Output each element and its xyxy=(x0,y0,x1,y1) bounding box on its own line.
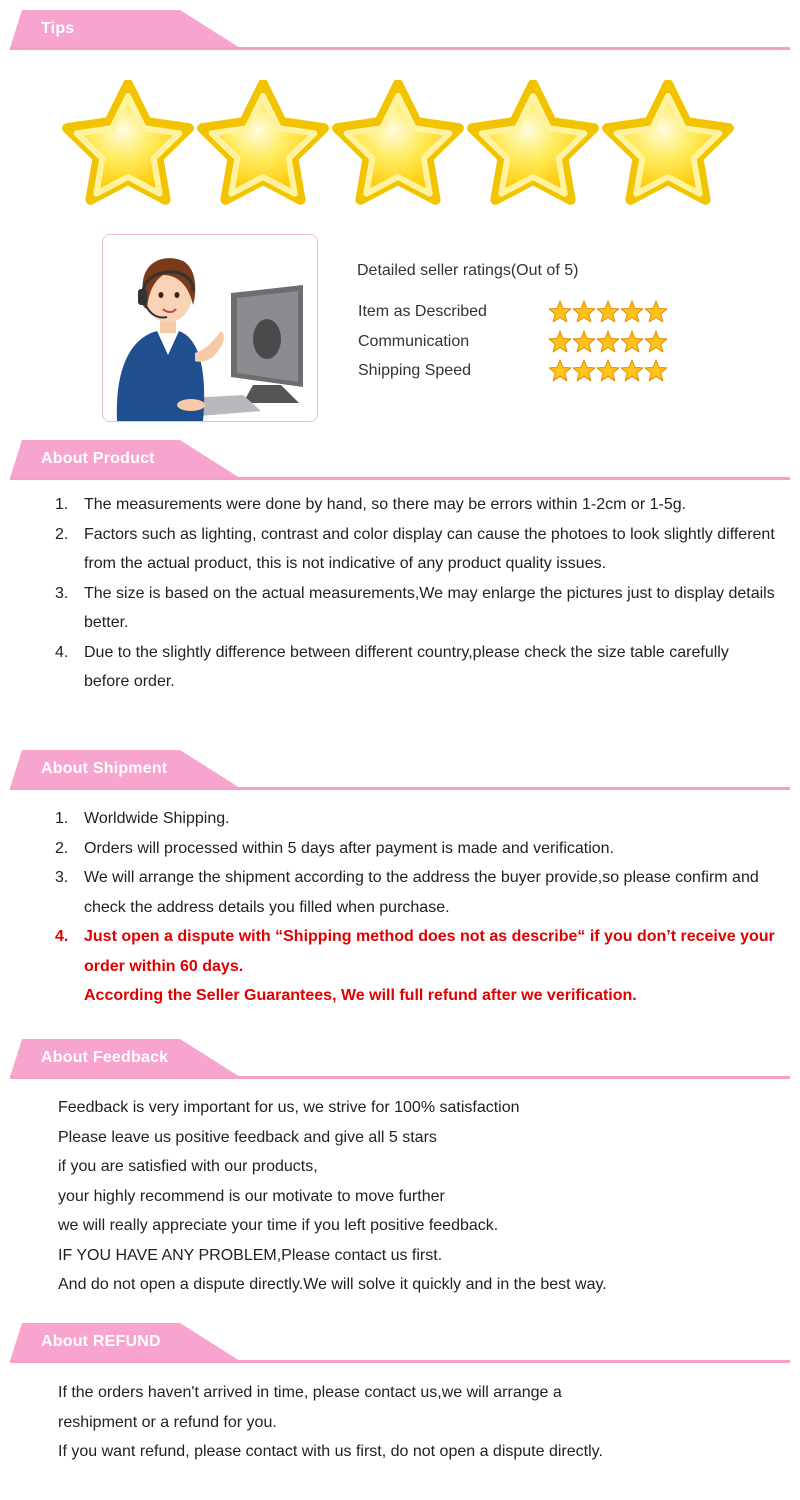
list-item: 4. Due to the slightly difference between different country,please check the size table carefully before order. xyxy=(55,643,729,690)
section-header-feedback xyxy=(10,1039,790,1079)
refund-text xyxy=(58,1378,778,1467)
star-icon xyxy=(597,301,619,322)
star-icon xyxy=(573,331,595,352)
text-line: reshipment or a refund for you. xyxy=(58,1413,277,1431)
list-item: 3. We will arrange the shipment according to the address the buyer provide,so please confirm and check the address details you filled when purchase. xyxy=(55,869,759,916)
rating-row-communication xyxy=(358,330,678,354)
section-title: About REFUND xyxy=(41,1333,161,1350)
rating-row-shipping-speed xyxy=(358,359,678,383)
section-title: About Shipment xyxy=(41,760,168,777)
star-icon xyxy=(549,360,571,381)
list-item: 1. The measurements were done by hand, so there may be errors within 1-2cm or 1-5g. xyxy=(55,496,687,513)
star-icon xyxy=(621,331,643,352)
header-divider xyxy=(10,787,790,790)
star-icon xyxy=(549,331,571,352)
star-icon xyxy=(597,331,619,352)
star-icon xyxy=(621,360,643,381)
big-star-rating xyxy=(60,80,750,210)
small-star-rating xyxy=(548,330,668,354)
section-title: Tips xyxy=(41,20,75,37)
star-icon xyxy=(597,360,619,381)
section-title: About Feedback xyxy=(41,1049,169,1066)
list-item: 3. The size is based on the actual measurements,We may enlarge the pictures just to display details better. xyxy=(55,584,775,631)
section-title: About Product xyxy=(41,450,155,467)
product-notes-list xyxy=(55,490,775,697)
seller-guarantee-note: According the Seller Guarantees, We will full refund after we verification. xyxy=(84,987,637,1004)
text-line: if you are satisfied with our products, xyxy=(58,1158,318,1175)
customer-service-agent-illustration xyxy=(102,234,318,422)
star-icon xyxy=(573,301,595,322)
star-icon xyxy=(549,301,571,322)
section-header-product xyxy=(10,440,790,480)
text-line: we will really appreciate your time if you left positive feedback. xyxy=(58,1217,499,1234)
rating-label: Communication xyxy=(358,333,470,350)
header-divider xyxy=(10,477,790,480)
list-item: 2. Orders will processed within 5 days after payment is made and verification. xyxy=(55,839,615,857)
star-icon xyxy=(645,360,667,381)
section-header-tips xyxy=(10,10,790,50)
list-item: 1. Worldwide Shipping. xyxy=(55,810,230,827)
text-line: Please leave us positive feedback and give all 5 stars xyxy=(58,1128,437,1146)
star-icon xyxy=(645,301,667,322)
rating-label: Item as Described xyxy=(358,303,487,320)
rating-row-item-as-described xyxy=(358,300,678,324)
rating-label: Shipping Speed xyxy=(358,362,471,379)
list-item: 2. Factors such as lighting, contrast and color display can cause the photoes to look slightly different from the actual product, this is not indicative of any product quality issues. xyxy=(55,525,775,572)
text-line: your highly recommend is our motivate to move further xyxy=(58,1187,445,1205)
header-divider xyxy=(10,1360,790,1363)
feedback-text xyxy=(58,1093,778,1300)
star-icon xyxy=(621,301,643,322)
star-icon xyxy=(573,360,595,381)
dispute-warning-item: 4. Just open a dispute with “Shipping method does not as describe“ if you don’t receive your order within 60 days. According the Seller Guarantees, We will full refund after we verification. xyxy=(55,928,775,1004)
star-icon xyxy=(645,331,667,352)
text-line: IF YOU HAVE ANY PROBLEM,Please contact us first. xyxy=(58,1246,443,1264)
shipment-notes-list xyxy=(55,804,775,1011)
agent-illustration-icon xyxy=(103,235,317,421)
small-star-rating xyxy=(548,300,668,324)
section-header-refund xyxy=(10,1323,790,1363)
small-star-rating xyxy=(548,359,668,383)
text-line: If you want refund, please contact with us first, do not open a dispute directly. xyxy=(58,1443,603,1460)
ratings-title: Detailed seller ratings(Out of 5) xyxy=(357,262,579,279)
header-divider xyxy=(10,47,790,50)
text-line: If the orders haven't arrived in time, please contact us,we will arrange a xyxy=(58,1384,562,1401)
text-line: Feedback is very important for us, we strive for 100% satisfaction xyxy=(58,1099,520,1116)
header-divider xyxy=(10,1076,790,1079)
text-line: And do not open a dispute directly.We will solve it quickly and in the best way. xyxy=(58,1276,607,1293)
section-header-shipment xyxy=(10,750,790,790)
